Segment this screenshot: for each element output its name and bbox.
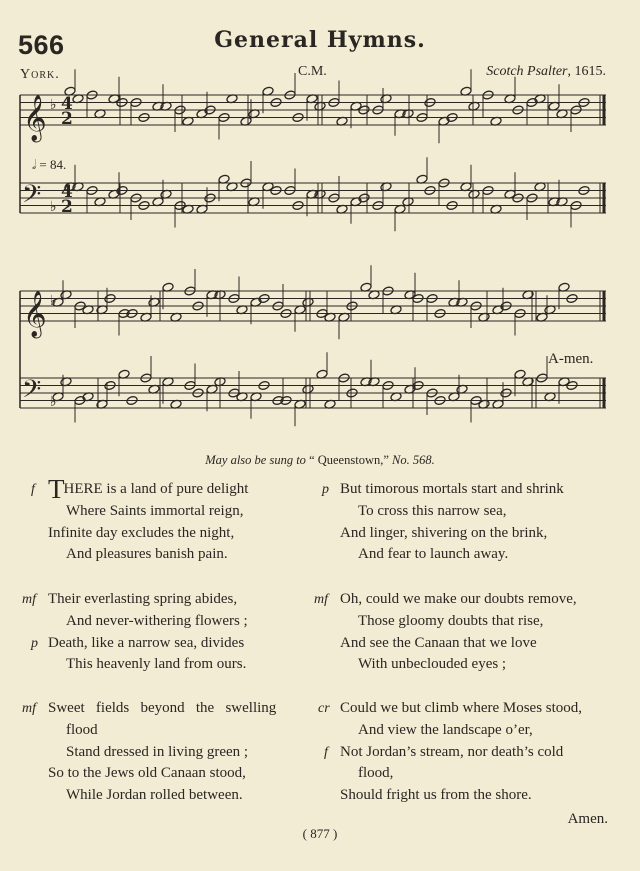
- dynamic-mark: p: [31, 636, 38, 651]
- time-signature-bottom: 2: [61, 197, 73, 217]
- stanza-line: So to the Jews old Canaan stood,: [48, 765, 246, 782]
- stanza-5: [22, 698, 277, 807]
- alternate-tune-number: No. 568.: [392, 453, 435, 467]
- hymn-number: 566: [18, 30, 65, 60]
- alternate-tune-name: “ Queenstown,”: [309, 453, 389, 467]
- stanza-line: And see the Canaan that we love: [340, 634, 537, 651]
- stanza-line: And linger, shivering on the brink,: [340, 524, 548, 541]
- alternate-tune-prefix: May also be sung to: [205, 453, 306, 467]
- stanza-1: [31, 474, 249, 566]
- time-signature-top: 4: [61, 182, 73, 202]
- flat-key-signature-icon: ♭: [50, 97, 57, 113]
- stanza-6: [318, 698, 583, 807]
- stanza-line: flood: [66, 721, 98, 738]
- stanza-line: And pleasures banish pain.: [66, 546, 228, 563]
- stanza-3: [22, 589, 248, 676]
- treble-clef-icon: 𝄞: [23, 291, 47, 337]
- amen-label: A-men.: [548, 351, 594, 367]
- stanza-line: Not Jordan’s stream, nor death’s cold: [340, 743, 564, 760]
- alternate-tune-note: [0, 453, 640, 468]
- dynamic-mark: mf: [22, 701, 36, 716]
- stanza-line: Death, like a narrow sea, divides: [48, 634, 245, 651]
- stanza-line: And view the landscape o’er,: [358, 721, 533, 738]
- attribution-source: Scotch Psalter: [486, 64, 568, 79]
- stanza-line: Oh, could we make our doubts remove,: [340, 591, 577, 607]
- bass-clef-icon: 𝄢: [22, 180, 42, 215]
- page-number: ( 877 ): [302, 826, 338, 841]
- stanza-line: And never-withering flowers ;: [66, 612, 248, 629]
- stanza-line: flood,: [358, 765, 394, 782]
- dynamic-mark: f: [31, 482, 35, 497]
- bass-clef-icon: 𝄢: [22, 375, 42, 410]
- flat-key-signature-icon: ♭: [50, 394, 57, 410]
- stanza-line: Sweet fields beyond the swelling: [48, 700, 277, 716]
- stanza-4: [314, 589, 577, 676]
- stanza-line: While Jordan rolled between.: [66, 787, 243, 804]
- tempo-mark: 𝅗𝅥 = 84.: [32, 157, 67, 172]
- dynamic-mark: p: [322, 482, 329, 497]
- dynamic-mark: mf: [22, 592, 36, 607]
- stanza-line: Where Saints immortal reign,: [66, 502, 244, 519]
- tune-name: York.: [20, 67, 60, 82]
- dynamic-mark: mf: [314, 592, 328, 607]
- stanza-line: With unbeclouded eyes ;: [358, 656, 507, 673]
- stanza-line: Should fright us from the shore.: [340, 787, 532, 804]
- time-signature-top: 4: [61, 94, 73, 114]
- dynamic-mark: cr: [318, 701, 330, 716]
- stanza-line: This heavenly land from ours.: [66, 656, 247, 673]
- stanza-line: And fear to launch away.: [358, 546, 509, 563]
- stanza-line: But timorous mortals start and shrink: [340, 481, 564, 497]
- flat-key-signature-icon: ♭: [50, 293, 57, 309]
- flat-key-signature-icon: ♭: [50, 199, 57, 215]
- stanza-line: THERE is a land of pure delight: [48, 474, 249, 504]
- meter: C.M.: [298, 64, 327, 79]
- stanza-2: [322, 479, 564, 566]
- time-signature-bottom: 2: [61, 109, 73, 129]
- treble-clef-icon: 𝄞: [23, 95, 47, 141]
- stanza-line: Their everlasting spring abides,: [48, 591, 238, 607]
- dynamic-mark: f: [324, 745, 328, 760]
- section-title: General Hymns.: [214, 27, 426, 53]
- stanza-line: To cross this narrow sea,: [358, 502, 507, 519]
- drop-cap: T: [48, 474, 64, 504]
- stanza-line: Could we but climb where Moses stood,: [340, 700, 583, 716]
- stanza-line: Infinite day excludes the night,: [48, 524, 235, 541]
- stanza-line: Those gloomy doubts that rise,: [358, 612, 544, 629]
- stanza-line: Stand dressed in living green ;: [66, 743, 249, 760]
- attribution-year: , 1615.: [567, 64, 606, 79]
- closing-amen: Amen.: [567, 811, 608, 827]
